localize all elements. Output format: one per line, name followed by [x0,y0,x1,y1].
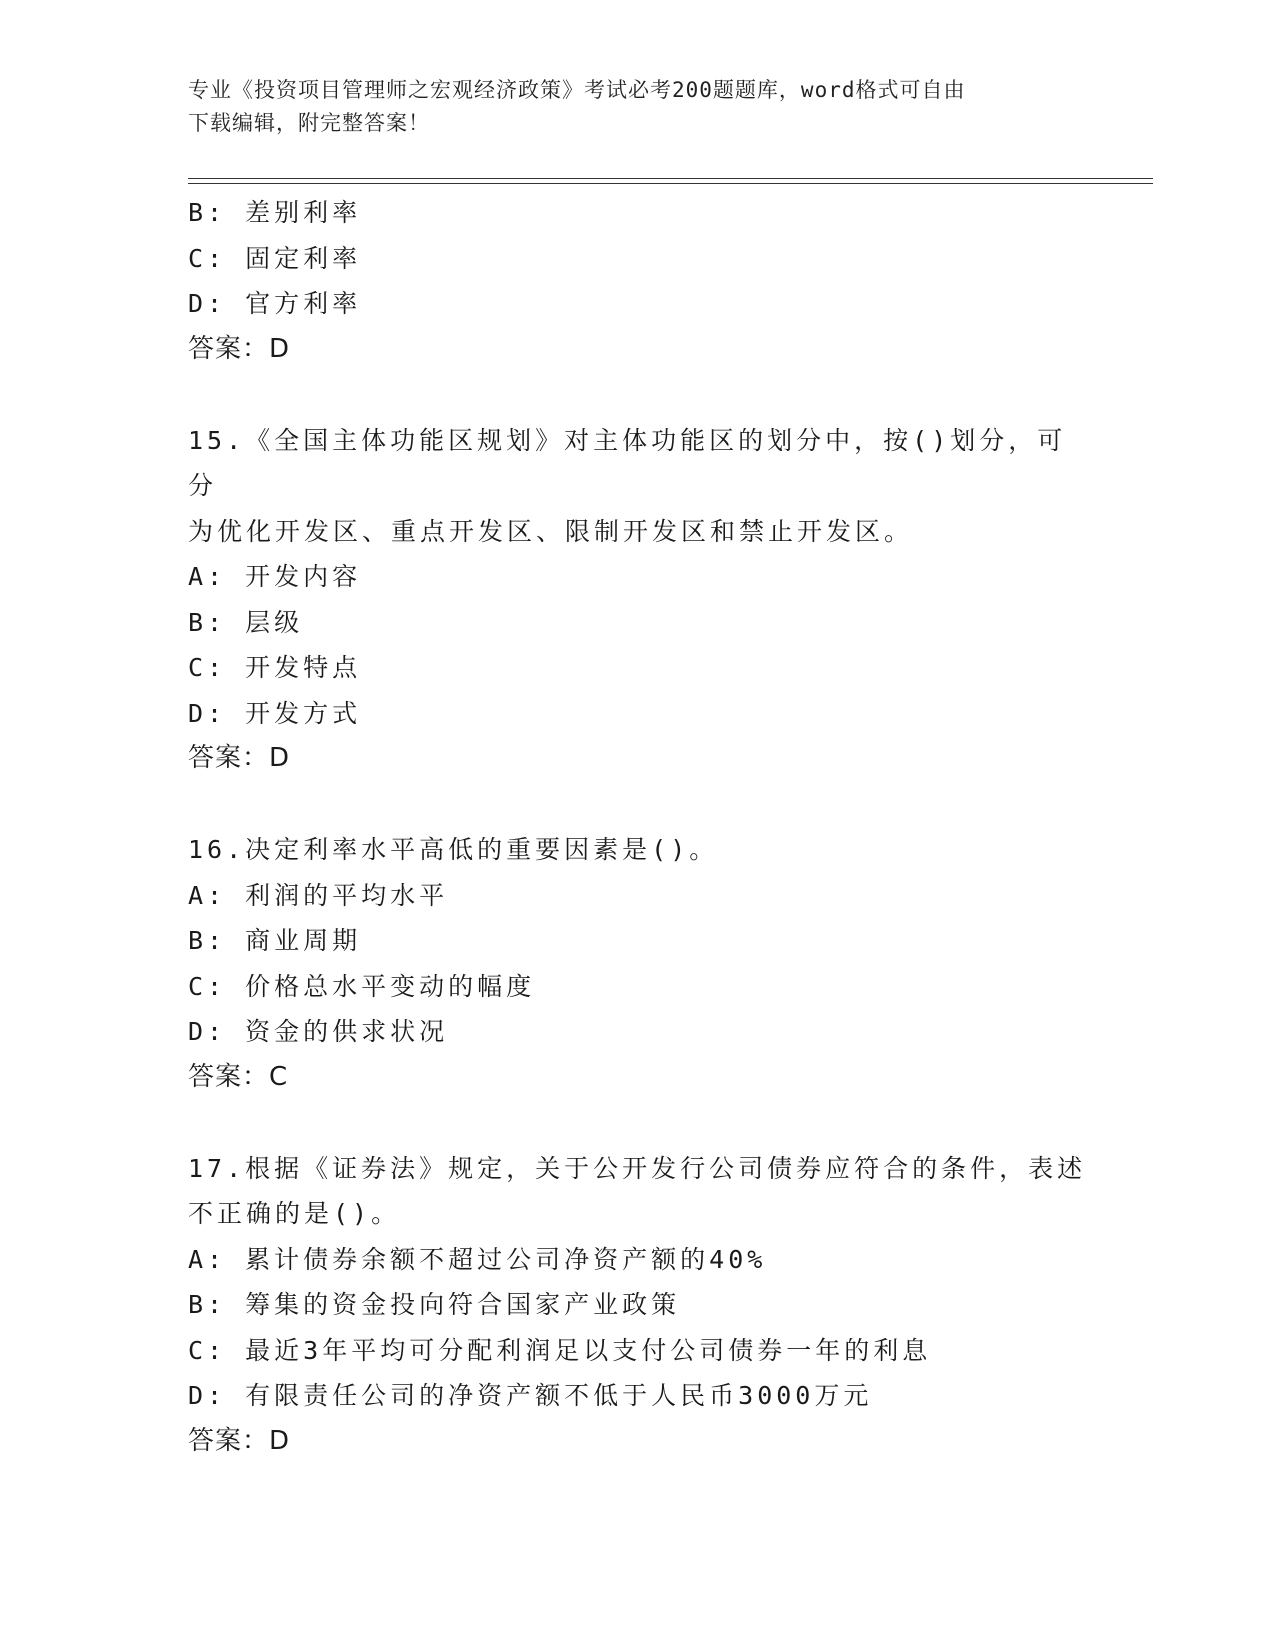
option-b: B: 差别利率 [188,198,362,227]
header-divider-bottom [188,183,1153,184]
option-b: B: 筹集的资金投向符合国家产业政策 [188,1290,681,1319]
question-14 [188,190,1088,372]
header-line-1: 专业《投资项目管理师之宏观经济政策》考试必考200题题库，word格式可自由 [188,78,966,102]
question-list [188,190,1088,1464]
option-d: D: 官方利率 [188,289,362,318]
question-stem-line-1: 15.《全国主体功能区规划》对主体功能区的划分中，按()划分，可分 [188,425,1067,500]
document-header [188,74,1088,140]
option-d: D: 资金的供求状况 [188,1017,449,1046]
option-a: A: 利润的平均水平 [188,880,449,910]
question-stem-line-1: 16.决定利率水平高低的重要因素是()。 [188,835,719,864]
option-b: B: 商业周期 [188,926,362,955]
answer-line: 答案：D [188,333,291,364]
option-d: D: 有限责任公司的净资产额不低于人民币3000万元 [188,1381,873,1410]
answer-line: 答案：D [188,1425,291,1456]
option-a: A: 开发内容 [188,562,362,591]
question-17 [188,1146,1088,1465]
answer-line: 答案：C [188,1061,289,1092]
option-a: A: 累计债券余额不超过公司净资产额的40% [188,1244,767,1274]
option-c: C: 固定利率 [188,243,362,273]
question-stem-line-1: 17.根据《证券法》规定，关于公开发行公司债券应符合的条件，表述 [188,1153,1087,1183]
header-line-2: 下载编辑，附完整答案！ [188,111,430,135]
question-15 [188,418,1088,782]
option-b: B: 层级 [188,607,304,637]
header-divider-top [188,178,1153,179]
option-c: C: 最近3年平均可分配利润足以支付公司债券一年的利息 [188,1335,932,1365]
question-stem-line-2: 不正确的是()。 [188,1199,401,1228]
spacer [188,782,1088,828]
spacer [188,372,1088,418]
question-stem-line-2: 为优化开发区、重点开发区、限制开发区和禁止开发区。 [188,516,914,546]
question-16 [188,827,1088,1100]
option-d: D: 开发方式 [188,698,362,728]
spacer [188,1100,1088,1146]
option-c: C: 开发特点 [188,653,362,682]
answer-line: 答案：D [188,743,291,773]
option-c: C: 价格总水平变动的幅度 [188,971,536,1001]
